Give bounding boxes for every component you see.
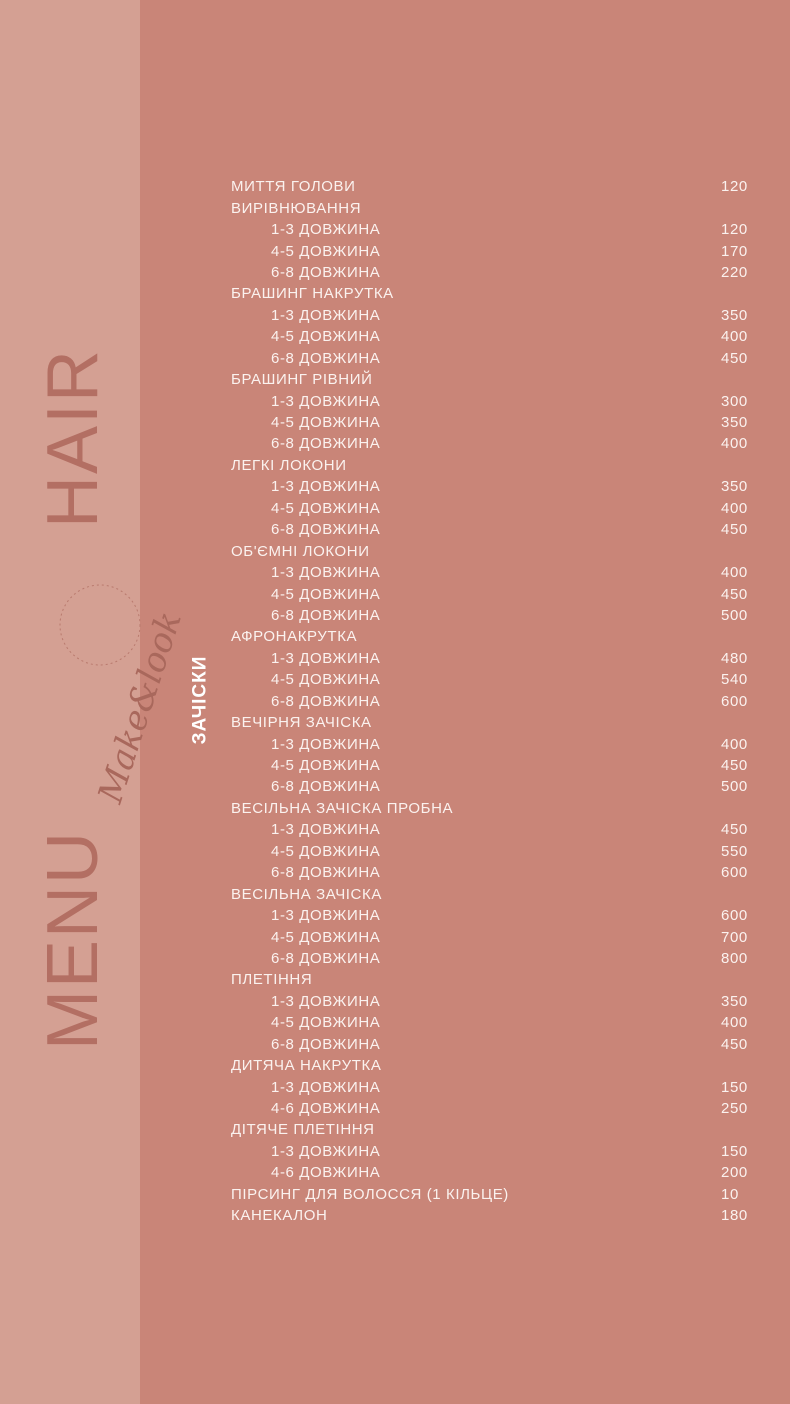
item-price: 540 (721, 671, 748, 689)
item-price: 600 (721, 692, 748, 710)
price-subitem (231, 605, 761, 626)
item-label: 4-5 ДОВЖИНА (271, 499, 381, 517)
price-subitem (231, 305, 761, 326)
item-label: 6-8 ДОВЖИНА (271, 692, 381, 710)
price-subitem (231, 991, 761, 1012)
item-label: 4-5 ДОВЖИНА (271, 928, 381, 946)
price-item (231, 176, 761, 197)
item-label: 1-3 ДОВЖИНА (271, 821, 381, 839)
price-subitem (231, 648, 761, 669)
price-subitem (231, 905, 761, 926)
item-price: 480 (721, 649, 748, 667)
price-subitem (231, 733, 761, 754)
item-price: 180 (721, 1207, 748, 1225)
item-label: 4-5 ДОВЖИНА (271, 671, 381, 689)
item-label: 6-8 ДОВЖИНА (271, 949, 381, 967)
price-subitem (231, 240, 761, 261)
price-subitem (231, 862, 761, 883)
item-label: 4-5 ДОВЖИНА (271, 757, 381, 775)
price-subitem (231, 1034, 761, 1055)
price-subitem (231, 819, 761, 840)
price-item (231, 540, 761, 561)
price-item (231, 1205, 761, 1226)
price-subitem (231, 1076, 761, 1097)
item-label: 6-8 ДОВЖИНА (271, 606, 381, 624)
item-price: 170 (721, 242, 748, 260)
price-subitem (231, 498, 761, 519)
item-price: 450 (721, 349, 748, 367)
price-item (231, 1055, 761, 1076)
price-subitem (231, 562, 761, 583)
title-menu-container (33, 820, 113, 1060)
price-subitem (231, 755, 761, 776)
item-price: 450 (721, 757, 748, 775)
item-label: 1-3 ДОВЖИНА (271, 1078, 381, 1096)
price-subitem (231, 669, 761, 690)
item-label: 6-8 ДОВЖИНА (271, 435, 381, 453)
item-price: 700 (721, 928, 748, 946)
item-price: 350 (721, 992, 748, 1010)
price-item (231, 1184, 761, 1205)
item-label: 1-3 ДОВЖИНА (271, 564, 381, 582)
price-subitem (231, 1012, 761, 1033)
item-label: ДИТЯЧА НАКРУТКА (231, 1057, 382, 1075)
title-hair-container (33, 340, 113, 535)
brand-logo (30, 575, 190, 815)
item-label: 1-3 ДОВЖИНА (271, 306, 381, 324)
item-label: ВЕСІЛЬНА ЗАЧІСКА ПРОБНА (231, 799, 454, 817)
item-label: 4-5 ДОВЖИНА (271, 1014, 381, 1032)
price-item (231, 1119, 761, 1140)
price-subitem (231, 433, 761, 454)
title-menu: MENU (33, 830, 113, 1050)
item-label: БРАШИНГ РІВНИЙ (231, 371, 373, 389)
price-subitem (231, 948, 761, 969)
item-label: АФРОНАКРУТКА (231, 628, 358, 646)
item-price: 250 (721, 1100, 748, 1118)
item-price: 150 (721, 1078, 748, 1096)
title-hair: HAIR (33, 347, 113, 528)
price-subitem (231, 390, 761, 411)
item-price: 120 (721, 178, 748, 196)
price-item (231, 283, 761, 304)
item-label: 4-6 ДОВЖИНА (271, 1164, 381, 1182)
item-label: 1-3 ДОВЖИНА (271, 1142, 381, 1160)
price-subitem (231, 583, 761, 604)
item-label: 1-3 ДОВЖИНА (271, 392, 381, 410)
item-label: 6-8 ДОВЖИНА (271, 263, 381, 281)
item-label: 1-3 ДОВЖИНА (271, 735, 381, 753)
item-price: 500 (721, 778, 748, 796)
item-label: 6-8 ДОВЖИНА (271, 864, 381, 882)
item-label: ДІТЯЧЕ ПЛЕТІННЯ (231, 1121, 375, 1139)
item-price: 400 (721, 435, 748, 453)
item-label: ВЕСІЛЬНА ЗАЧІСКА (231, 885, 382, 903)
price-subitem (231, 348, 761, 369)
item-price: 400 (721, 735, 748, 753)
item-label: 4-5 ДОВЖИНА (271, 585, 381, 603)
price-subitem (231, 1098, 761, 1119)
item-price: 400 (721, 1014, 748, 1032)
item-label: ПЛЕТІННЯ (231, 971, 313, 989)
item-label: 1-3 ДОВЖИНА (271, 992, 381, 1010)
item-label: 4-5 ДОВЖИНА (271, 414, 381, 432)
price-item (231, 369, 761, 390)
price-item (231, 626, 761, 647)
price-subitem (231, 926, 761, 947)
item-price: 500 (721, 606, 748, 624)
price-subitem (231, 326, 761, 347)
item-label: 4-5 ДОВЖИНА (271, 328, 381, 346)
item-price: 400 (721, 328, 748, 346)
item-label: МИТТЯ ГОЛОВИ (231, 178, 356, 196)
price-subitem (231, 262, 761, 283)
item-label: 6-8 ДОВЖИНА (271, 1035, 381, 1053)
item-price: 400 (721, 564, 748, 582)
item-label: 1-3 ДОВЖИНА (271, 907, 381, 925)
price-subitem (231, 219, 761, 240)
item-label: КАНЕКАЛОН (231, 1207, 328, 1225)
price-subitem (231, 691, 761, 712)
price-item (231, 455, 761, 476)
section-title: ЗАЧІСКИ (189, 655, 210, 745)
item-label: 1-3 ДОВЖИНА (271, 478, 381, 496)
price-item (231, 712, 761, 733)
item-label: 6-8 ДОВЖИНА (271, 349, 381, 367)
price-subitem (231, 1162, 761, 1183)
item-label: 6-8 ДОВЖИНА (271, 778, 381, 796)
item-price: 450 (721, 1035, 748, 1053)
item-price: 450 (721, 821, 748, 839)
item-price: 150 (721, 1142, 748, 1160)
item-price: 400 (721, 499, 748, 517)
price-list (231, 176, 761, 1226)
item-price: 200 (721, 1164, 748, 1182)
item-label: БРАШИНГ НАКРУТКА (231, 285, 394, 303)
svg-text:Make&look: Make&look (90, 606, 190, 808)
price-subitem (231, 776, 761, 797)
price-item (231, 883, 761, 904)
item-price: 450 (721, 521, 748, 539)
price-subitem (231, 412, 761, 433)
item-label: 6-8 ДОВЖИНА (271, 521, 381, 539)
price-item (231, 197, 761, 218)
item-price: 800 (721, 949, 748, 967)
item-label: 4-6 ДОВЖИНА (271, 1100, 381, 1118)
item-label: ОБ'ЄМНІ ЛОКОНИ (231, 542, 370, 560)
price-subitem (231, 519, 761, 540)
section-title-container (180, 640, 220, 760)
item-price: 10 (721, 1185, 739, 1203)
item-label: ПІРСИНГ ДЛЯ ВОЛОССЯ (1 КІЛЬЦЕ) (231, 1185, 509, 1203)
item-price: 300 (721, 392, 748, 410)
price-item (231, 798, 761, 819)
price-item (231, 969, 761, 990)
item-label: 1-3 ДОВЖИНА (271, 649, 381, 667)
sidebar (0, 0, 190, 1404)
item-label: 1-3 ДОВЖИНА (271, 221, 381, 239)
price-subitem (231, 1141, 761, 1162)
item-label: ЛЕГКІ ЛОКОНИ (231, 456, 347, 474)
item-price: 350 (721, 306, 748, 324)
item-price: 220 (721, 263, 748, 281)
item-label: ВИРІВНЮВАННЯ (231, 199, 362, 217)
item-label: 4-5 ДОВЖИНА (271, 842, 381, 860)
item-price: 600 (721, 907, 748, 925)
item-price: 350 (721, 478, 748, 496)
item-price: 120 (721, 221, 748, 239)
item-label: ВЕЧІРНЯ ЗАЧІСКА (231, 714, 372, 732)
price-subitem (231, 841, 761, 862)
item-price: 450 (721, 585, 748, 603)
price-subitem (231, 476, 761, 497)
logo-graphic (30, 575, 190, 815)
item-price: 550 (721, 842, 748, 860)
item-price: 600 (721, 864, 748, 882)
item-label: 4-5 ДОВЖИНА (271, 242, 381, 260)
item-price: 350 (721, 414, 748, 432)
